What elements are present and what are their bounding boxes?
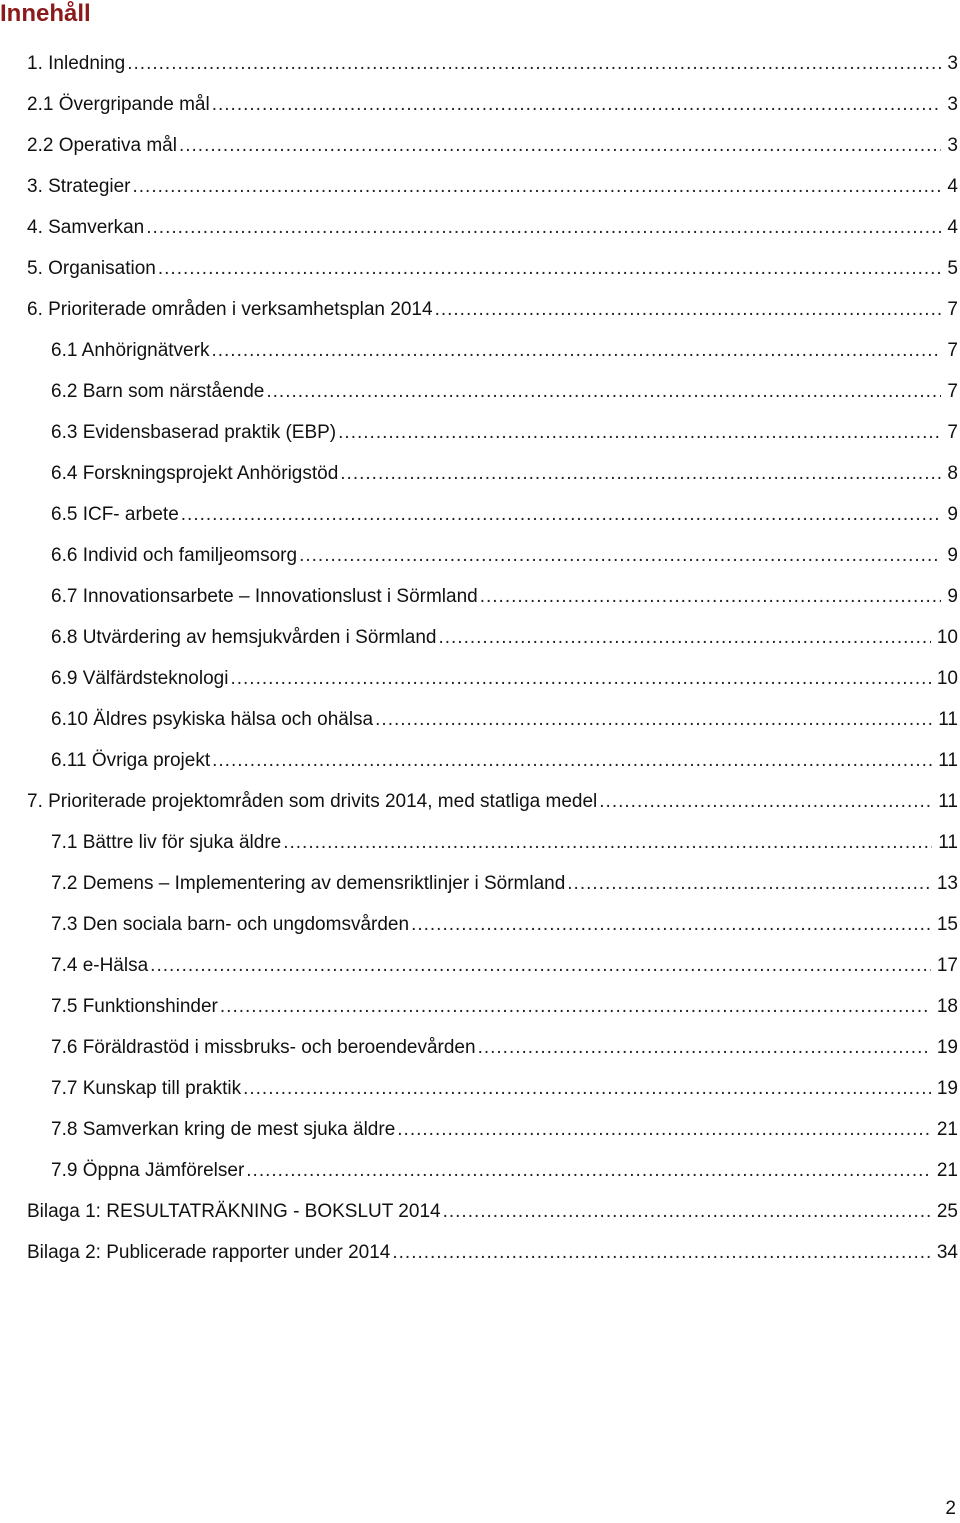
toc-entry-label: 6.10 Äldres psykiska hälsa och ohälsa (51, 709, 374, 730)
toc-entry-label: 6.8 Utvärdering av hemsjukvården i Sörmland (51, 627, 437, 648)
toc-entry-page: 7 (947, 381, 958, 402)
toc-entry[interactable] (27, 125, 960, 166)
toc-entry[interactable] (27, 494, 960, 535)
toc-entry[interactable] (27, 1109, 960, 1150)
toc-entry[interactable] (27, 84, 960, 125)
toc-entry[interactable] (27, 207, 960, 248)
toc-entry-label: 7.5 Funktionshinder (51, 996, 218, 1017)
toc-entry-page: 9 (947, 586, 958, 607)
toc-entry-page: 15 (936, 914, 958, 935)
toc-entry-label: 6.1 Anhörignätverk (51, 340, 210, 361)
toc-dot-leader (246, 1150, 931, 1191)
toc-entry-label: 7.8 Samverkan kring de mest sjuka äldre (51, 1119, 396, 1140)
toc-entry[interactable] (27, 535, 960, 576)
toc-entry-label: 4. Samverkan (27, 217, 145, 238)
toc-dot-leader (567, 863, 931, 904)
toc-entry-page: 3 (947, 53, 958, 74)
toc-entry-label: 6.3 Evidensbaserad praktik (EBP) (51, 422, 337, 443)
toc-entry-page: 21 (936, 1119, 958, 1140)
toc-entry[interactable] (27, 166, 960, 207)
toc-dot-leader (478, 1027, 931, 1068)
toc-entry[interactable] (27, 986, 960, 1027)
toc-dot-leader (435, 289, 942, 330)
toc-entry-page: 25 (936, 1201, 958, 1222)
toc-entry-label: 6.2 Barn som närstående (51, 381, 265, 402)
toc-dot-leader (127, 43, 941, 84)
toc-entry[interactable] (27, 43, 960, 84)
toc-entry-label: 6.11 Övriga projekt (51, 750, 211, 771)
toc-entry-label: 7.2 Demens – Implementering av demensriktlinjer i Sörmland (51, 873, 566, 894)
toc-entry-label: 6. Prioriterade områden i verksamhetsplan 2014 (27, 299, 433, 320)
toc-entry[interactable] (27, 412, 960, 453)
toc-entry-page: 7 (947, 422, 958, 443)
toc-entry[interactable] (27, 781, 960, 822)
toc-entry-page: 11 (938, 791, 958, 812)
toc-entry-label: 6.7 Innovationsarbete – Innovationslust i Sörmland (51, 586, 478, 607)
toc-entry-label: 3. Strategier (27, 176, 131, 197)
toc-dot-leader (338, 412, 941, 453)
toc-entry-label: 7.4 e-Hälsa (51, 955, 149, 976)
toc-dot-leader (340, 453, 941, 494)
toc-entry-page: 19 (936, 1078, 958, 1099)
toc-entry-label: 7.9 Öppna Jämförelser (51, 1160, 245, 1181)
toc-entry-label: 1. Inledning (27, 53, 126, 74)
toc-entry[interactable] (27, 1150, 960, 1191)
toc-entry[interactable] (27, 289, 960, 330)
toc-entry-label: 2.1 Övergripande mål (27, 94, 210, 115)
toc-entry-page: 11 (938, 709, 958, 730)
toc-entry-label: 7.1 Bättre liv för sjuka äldre (51, 832, 282, 853)
toc-entry-page: 34 (936, 1242, 958, 1263)
page-number: 2 (945, 1498, 956, 1519)
toc-dot-leader (146, 207, 941, 248)
toc-dot-leader (299, 535, 941, 576)
toc-entry-label: 6.9 Välfärdsteknologi (51, 668, 229, 689)
toc-dot-leader (599, 781, 932, 822)
toc-dot-leader (150, 945, 931, 986)
toc-dot-leader (411, 904, 931, 945)
toc-entry-page: 7 (947, 340, 958, 361)
toc-entry-label: 7.3 Den sociala barn- och ungdomsvården (51, 914, 410, 935)
toc-entry-label: 6.6 Individ och familjeomsorg (51, 545, 298, 566)
toc-entry-page: 7 (947, 299, 958, 320)
toc-dot-leader (480, 576, 942, 617)
toc-entry[interactable] (27, 1068, 960, 1109)
toc-dot-leader (212, 740, 932, 781)
toc-dot-leader (438, 617, 930, 658)
toc-entry[interactable] (27, 330, 960, 371)
toc-dot-leader (283, 822, 932, 863)
toc-dot-leader (375, 699, 932, 740)
toc-entry-label: 2.2 Operativa mål (27, 135, 177, 156)
toc-entry[interactable] (27, 248, 960, 289)
toc-dot-leader (397, 1109, 931, 1150)
toc-entry[interactable] (27, 863, 960, 904)
toc-entry[interactable] (27, 822, 960, 863)
toc-entry-page: 10 (936, 627, 958, 648)
toc-entry-page: 17 (936, 955, 958, 976)
toc-dot-leader (212, 84, 942, 125)
toc-entry[interactable] (27, 945, 960, 986)
toc-entry-page: 18 (936, 996, 958, 1017)
toc-dot-leader (243, 1068, 931, 1109)
toc-dot-leader (181, 494, 942, 535)
toc-entry-label: Bilaga 1: RESULTATRÄKNING - BOKSLUT 2014 (27, 1201, 441, 1222)
toc-entry-label: 6.5 ICF- arbete (51, 504, 179, 525)
toc-dot-leader (211, 330, 941, 371)
toc-dot-leader (133, 166, 942, 207)
toc-entry-label: Bilaga 2: Publicerade rapporter under 2014 (27, 1242, 391, 1263)
toc-entry-page: 5 (947, 258, 958, 279)
toc-entry-page: 11 (938, 750, 958, 771)
toc-dot-leader (158, 248, 942, 289)
table-of-contents (27, 43, 960, 1273)
toc-entry-page: 21 (936, 1160, 958, 1181)
toc-entry[interactable] (27, 453, 960, 494)
toc-entry-page: 19 (936, 1037, 958, 1058)
toc-entry-page: 3 (947, 135, 958, 156)
toc-dot-leader (392, 1232, 931, 1273)
toc-entry-label: 7.6 Föräldrastöd i missbruks- och beroendevården (51, 1037, 476, 1058)
toc-dot-leader (443, 1191, 931, 1232)
toc-dot-leader (266, 371, 941, 412)
toc-entry-page: 4 (947, 176, 958, 197)
toc-entry-label: 6.4 Forskningsprojekt Anhörigstöd (51, 463, 339, 484)
toc-entry[interactable] (27, 1191, 960, 1232)
toc-entry-page: 11 (938, 832, 958, 853)
toc-entry[interactable] (27, 371, 960, 412)
toc-entry[interactable] (27, 1027, 960, 1068)
toc-entry[interactable] (27, 576, 960, 617)
toc-entry[interactable] (27, 617, 960, 658)
toc-entry[interactable] (27, 740, 960, 781)
toc-entry[interactable] (27, 904, 960, 945)
toc-entry-label: 7. Prioriterade projektområden som drivits 2014, med statliga medel (27, 791, 598, 812)
toc-entry[interactable] (27, 1232, 960, 1273)
toc-entry-label: 5. Organisation (27, 258, 156, 279)
toc-dot-leader (220, 986, 931, 1027)
toc-entry[interactable] (27, 699, 960, 740)
toc-entry-page: 4 (947, 217, 958, 238)
toc-entry-page: 8 (947, 463, 958, 484)
toc-entry-page: 13 (936, 873, 958, 894)
toc-entry-page: 3 (947, 94, 958, 115)
toc-entry-label: 7.7 Kunskap till praktik (51, 1078, 242, 1099)
toc-entry-page: 10 (936, 668, 958, 689)
toc-entry-page: 9 (947, 504, 958, 525)
toc-dot-leader (230, 658, 930, 699)
toc-dot-leader (179, 125, 941, 166)
toc-entry[interactable] (27, 658, 960, 699)
toc-entry-page: 9 (947, 545, 958, 566)
toc-heading: Innehåll (0, 0, 91, 27)
